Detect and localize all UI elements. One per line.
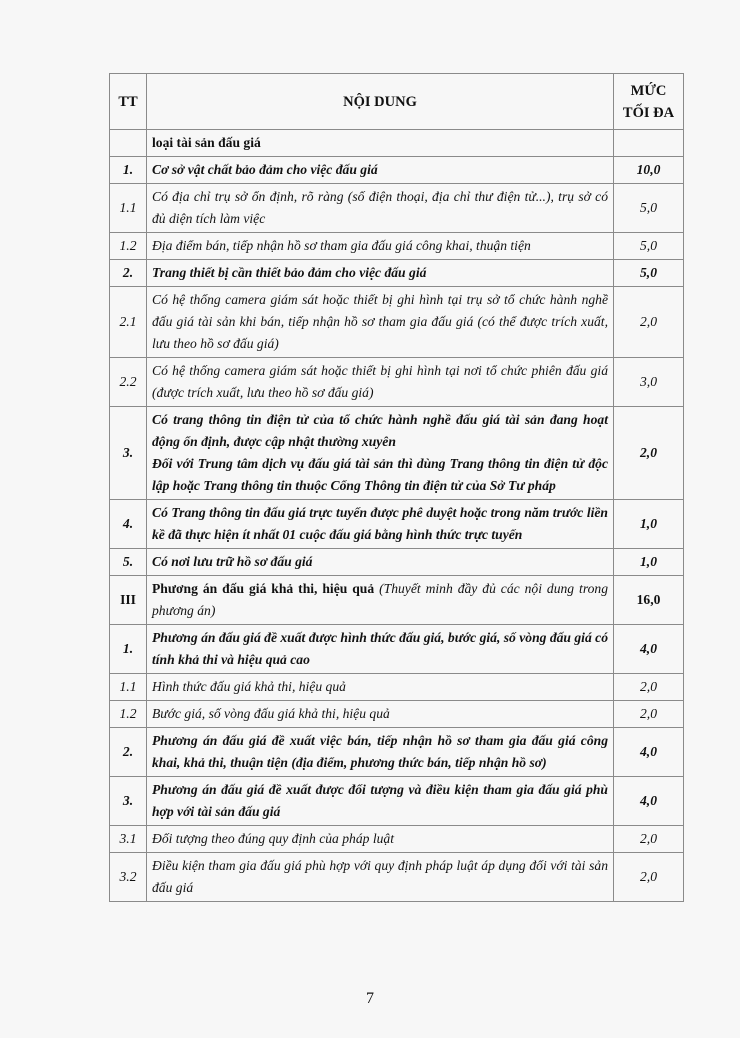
row-max-score: 16,0 bbox=[614, 576, 684, 625]
row-content-text: Cơ sở vật chất bảo đảm cho việc đấu giá bbox=[152, 162, 378, 177]
table-row bbox=[110, 777, 684, 826]
table-row bbox=[110, 549, 684, 576]
row-number bbox=[110, 130, 147, 157]
row-content bbox=[147, 777, 614, 826]
row-number: 4. bbox=[110, 500, 147, 549]
scoring-table bbox=[109, 73, 684, 902]
row-number: 1.1 bbox=[110, 674, 147, 701]
row-content bbox=[147, 674, 614, 701]
table-row bbox=[110, 701, 684, 728]
row-content-text: Có Trang thông tin đấu giá trực tuyến được phê duyệt hoặc trong năm trước liền kề đã thực hiện ít nhất 01 cuộc đấu giá bằng hình thức trực tuyến bbox=[152, 505, 608, 542]
row-number: 1.2 bbox=[110, 233, 147, 260]
table-body bbox=[110, 130, 684, 902]
table-row bbox=[110, 826, 684, 853]
table-row bbox=[110, 728, 684, 777]
row-max-score: 2,0 bbox=[614, 287, 684, 358]
row-max-score bbox=[614, 130, 684, 157]
header-max-score bbox=[614, 74, 684, 130]
row-max-score: 2,0 bbox=[614, 674, 684, 701]
table-row bbox=[110, 260, 684, 287]
table-row bbox=[110, 576, 684, 625]
row-content bbox=[147, 287, 614, 358]
row-content bbox=[147, 853, 614, 902]
row-content-text: Có nơi lưu trữ hồ sơ đấu giá bbox=[152, 554, 313, 569]
table-row bbox=[110, 625, 684, 674]
table-row bbox=[110, 184, 684, 233]
table-row bbox=[110, 130, 684, 157]
row-content bbox=[147, 407, 614, 500]
row-content-text: Bước giá, số vòng đấu giá khả thi, hiệu quả bbox=[152, 706, 390, 721]
row-content-text: Trang thiết bị cần thiết bảo đảm cho việc đấu giá bbox=[152, 265, 427, 280]
row-number: 2.1 bbox=[110, 287, 147, 358]
row-max-score: 1,0 bbox=[614, 500, 684, 549]
row-number: 1.2 bbox=[110, 701, 147, 728]
row-content-text: Phương án đấu giá khả thi, hiệu quả bbox=[152, 581, 375, 596]
table-row bbox=[110, 853, 684, 902]
row-content bbox=[147, 549, 614, 576]
row-number: 3.1 bbox=[110, 826, 147, 853]
row-content-text: Đối tượng theo đúng quy định của pháp luật bbox=[152, 831, 394, 846]
row-number: 3. bbox=[110, 407, 147, 500]
row-number: III bbox=[110, 576, 147, 625]
table-row bbox=[110, 358, 684, 407]
table-row bbox=[110, 287, 684, 358]
table-row bbox=[110, 674, 684, 701]
row-content bbox=[147, 576, 614, 625]
row-max-score: 1,0 bbox=[614, 549, 684, 576]
row-content bbox=[147, 728, 614, 777]
row-max-score: 10,0 bbox=[614, 157, 684, 184]
row-content-text: Phương án đấu giá đề xuất việc bán, tiếp nhận hồ sơ tham gia đấu giá công khai, khả thi, thuận tiện (địa điểm, phương thức bán, tiếp nhận hồ sơ) bbox=[152, 733, 608, 770]
row-content-text: Có hệ thống camera giám sát hoặc thiết bị ghi hình tại trụ sở tổ chức hành nghề đấu giá tài sản khi bán, tiếp nhận hồ sơ tham gia đấu giá (có thể được trích xuất, lưu theo hồ sơ đấu giá) bbox=[152, 292, 608, 351]
row-content bbox=[147, 500, 614, 549]
row-number: 3.2 bbox=[110, 853, 147, 902]
row-max-score: 5,0 bbox=[614, 184, 684, 233]
row-content-text: Điều kiện tham gia đấu giá phù hợp với quy định pháp luật áp dụng đối với tài sản đấu giá bbox=[152, 858, 608, 895]
row-max-score: 5,0 bbox=[614, 260, 684, 287]
row-content-text: Có địa chỉ trụ sở ổn định, rõ ràng (số điện thoại, địa chỉ thư điện tử...), trụ sở có đủ diện tích làm việc bbox=[152, 189, 608, 226]
header-max-line2: TỐI ĐA bbox=[622, 104, 675, 121]
row-content-text: Địa điểm bán, tiếp nhận hồ sơ tham gia đấu giá công khai, thuận tiện bbox=[152, 238, 531, 253]
row-max-score: 2,0 bbox=[614, 407, 684, 500]
row-content-note: (Thuyết minh đầy đủ các nội dung trong phương án) bbox=[152, 581, 608, 618]
row-content bbox=[147, 233, 614, 260]
row-number: 5. bbox=[110, 549, 147, 576]
header-content: NỘI DUNG bbox=[147, 74, 614, 130]
page-number: 7 bbox=[366, 990, 374, 1007]
row-number: 3. bbox=[110, 777, 147, 826]
row-max-score: 2,0 bbox=[614, 826, 684, 853]
row-content-text: Có trang thông tin điện tử của tổ chức hành nghề đấu giá tài sản đang hoạt động ổn định, được cập nhật thường xuyên bbox=[152, 412, 608, 449]
row-max-score: 2,0 bbox=[614, 853, 684, 902]
row-number: 1. bbox=[110, 625, 147, 674]
row-content bbox=[147, 625, 614, 674]
row-number: 2.2 bbox=[110, 358, 147, 407]
table-header-row bbox=[110, 74, 684, 130]
row-number: 1. bbox=[110, 157, 147, 184]
header-tt: TT bbox=[110, 74, 147, 130]
row-max-score: 4,0 bbox=[614, 777, 684, 826]
row-content-text: Phương án đấu giá đề xuất được đối tượng và điều kiện tham gia đấu giá phù hợp với tài sản đấu giá bbox=[152, 782, 608, 819]
row-content-text: Có hệ thống camera giám sát hoặc thiết bị ghi hình tại nơi tổ chức phiên đấu giá (được trích xuất, lưu theo hồ sơ đấu giá) bbox=[152, 363, 608, 400]
row-content bbox=[147, 184, 614, 233]
table-row bbox=[110, 500, 684, 549]
row-max-score: 4,0 bbox=[614, 728, 684, 777]
row-content bbox=[147, 358, 614, 407]
row-content-text: Hình thức đấu giá khả thi, hiệu quả bbox=[152, 679, 346, 694]
header-max-line1: MỨC bbox=[630, 82, 667, 99]
table-row bbox=[110, 407, 684, 500]
row-content-text: Phương án đấu giá đề xuất được hình thức đấu giá, bước giá, số vòng đấu giá có tính khả thi và hiệu quả cao bbox=[152, 630, 608, 667]
row-max-score: 5,0 bbox=[614, 233, 684, 260]
row-content bbox=[147, 826, 614, 853]
row-number: 2. bbox=[110, 728, 147, 777]
row-content bbox=[147, 130, 614, 157]
table-row bbox=[110, 233, 684, 260]
row-content bbox=[147, 701, 614, 728]
row-max-score: 3,0 bbox=[614, 358, 684, 407]
row-content bbox=[147, 260, 614, 287]
row-number: 2. bbox=[110, 260, 147, 287]
row-content-text: loại tài sản đấu giá bbox=[152, 135, 261, 150]
row-max-score: 4,0 bbox=[614, 625, 684, 674]
row-number: 1.1 bbox=[110, 184, 147, 233]
row-max-score: 2,0 bbox=[614, 701, 684, 728]
table-row bbox=[110, 157, 684, 184]
row-content-text-2: Đối với Trung tâm dịch vụ đấu giá tài sản thì dùng Trang thông tin điện tử độc lập hoặc Trang thông tin thuộc Cổng Thông tin điện tử của Sở Tư pháp bbox=[152, 456, 608, 493]
row-content bbox=[147, 157, 614, 184]
